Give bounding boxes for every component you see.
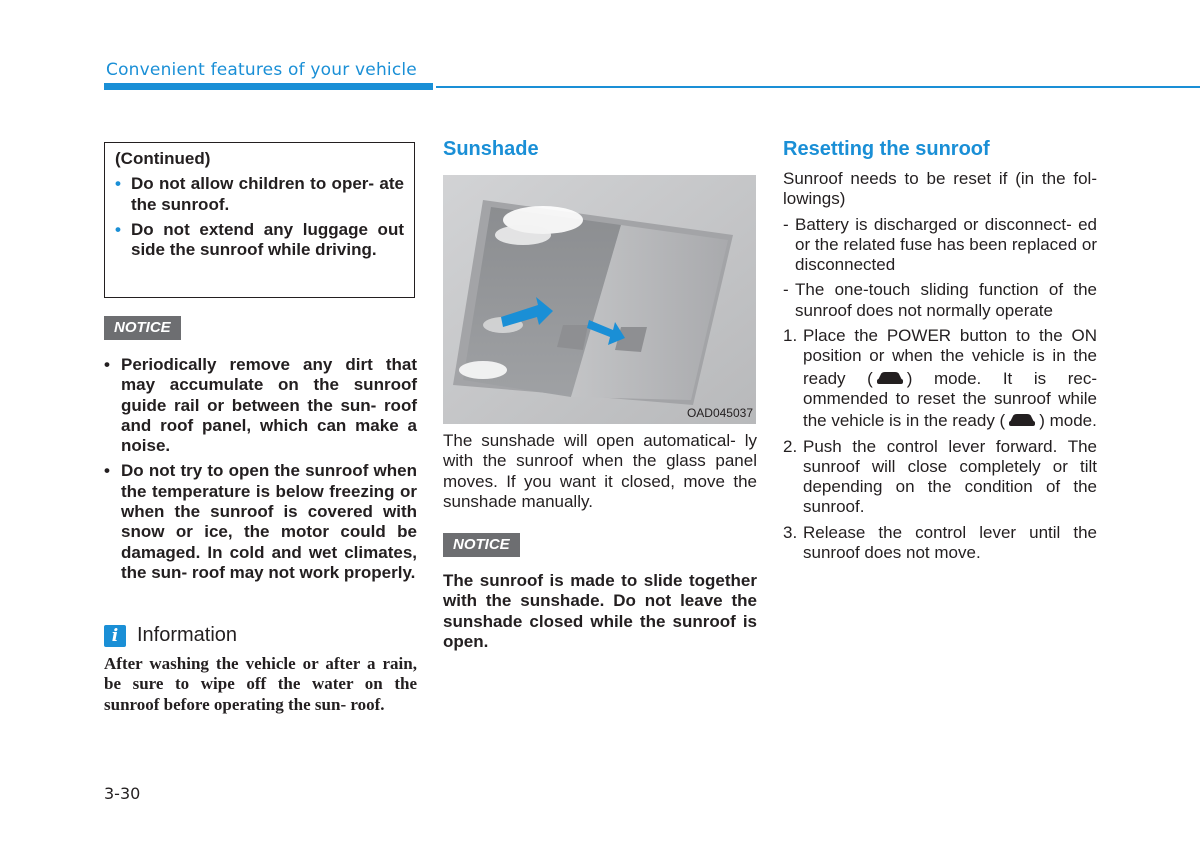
step-item bbox=[783, 437, 1097, 518]
header-rule-thick bbox=[104, 83, 433, 90]
condition-item bbox=[783, 280, 1097, 321]
figure-code: OAD045037 bbox=[686, 406, 753, 420]
sunshade-heading: Sunshade bbox=[443, 138, 539, 160]
continued-warning-box bbox=[104, 142, 415, 298]
notice-bullet-text: Periodically remove any dirt that may accumulate on the sunroof guide rail or between the sun- roof and roof panel, which can make a noise. bbox=[121, 355, 417, 456]
resetting-heading: Resetting the sunroof bbox=[783, 138, 990, 160]
bullet-dot-icon: • bbox=[115, 174, 121, 194]
notice-badge: NOTICE bbox=[443, 533, 520, 557]
resetting-intro: Sunroof needs to be reset if (in the fol- lowings) bbox=[783, 169, 1097, 209]
information-section bbox=[104, 624, 417, 715]
information-title: Information bbox=[137, 624, 238, 646]
condition-text: The one-touch sliding function of the sunroof does not normally operate bbox=[795, 280, 1097, 320]
step-item bbox=[783, 326, 1097, 431]
car-ready-icon bbox=[1005, 409, 1039, 429]
sunshade-body-block bbox=[443, 431, 757, 652]
sunroof-photo bbox=[443, 175, 756, 424]
continued-bullet-text: Do not allow children to oper- ate the sunroof. bbox=[131, 174, 404, 214]
bullet-dot-icon: • bbox=[115, 219, 121, 239]
step-text-part: ) mode. It is rec- ommended to reset the sunroof while the vehicle is in the ready ( bbox=[803, 368, 1097, 431]
information-text: After washing the vehicle or after a rain, be sure to wipe off the water on the sunroof before operating the sun- roof. bbox=[104, 654, 417, 714]
notice-bullet bbox=[104, 355, 417, 456]
information-icon: i bbox=[104, 625, 126, 647]
dash-mark: - bbox=[783, 280, 789, 300]
step-text: Push the control lever forward. The sunroof will close completely or tilt depending on the condition of the sunroof. bbox=[803, 436, 1097, 517]
step-text: Release the control lever until the sunroof does not move. bbox=[803, 522, 1097, 563]
left-notice-section bbox=[104, 316, 417, 583]
step-number: 2. bbox=[783, 436, 798, 456]
continued-bullet bbox=[115, 220, 404, 261]
continued-bullet-text: Do not extend any luggage out side the sunroof while driving. bbox=[131, 219, 404, 260]
header-rule-thin bbox=[436, 86, 1200, 88]
notice-badge: NOTICE bbox=[104, 316, 181, 340]
car-ready-icon bbox=[873, 367, 907, 387]
sunshade-body-text: The sunshade will open automatical- ly with the sunroof when the glass panel moves. If you want it closed, move the sunshade manually. bbox=[443, 431, 757, 511]
sunshade-heading-block bbox=[443, 138, 757, 161]
step-number: 1. bbox=[783, 326, 798, 346]
running-header: Convenient features of your vehicle bbox=[106, 60, 417, 80]
middle-notice-text: The sunroof is made to slide together with the sunshade. Do not leave the sunshade closed while the sunroof is open. bbox=[443, 571, 757, 652]
page-number: 3-30 bbox=[104, 784, 141, 803]
dash-mark: - bbox=[783, 214, 789, 234]
condition-text: Battery is discharged or disconnect- ed or the related fuse has been replaced or disconnected bbox=[795, 214, 1097, 275]
resetting-section bbox=[783, 138, 1097, 563]
middle-notice-section bbox=[443, 533, 757, 652]
bullet-dot-icon: • bbox=[104, 461, 110, 481]
step-number: 3. bbox=[783, 522, 798, 542]
information-heading bbox=[104, 624, 417, 647]
step-text-part: Place the POWER button to the ON position or when the vehicle is in the ready ( bbox=[803, 326, 1097, 388]
notice-bullet-text: Do not try to open the sunroof when the temperature is below freezing or when the sunroof is covered with snow or ice, the motor could be damaged. In cold and wet climates, the sun- roof may not work properly. bbox=[121, 461, 417, 582]
step-text-part: ) mode. bbox=[1039, 411, 1097, 431]
condition-item bbox=[783, 215, 1097, 276]
continued-bullet bbox=[115, 174, 404, 215]
bullet-dot-icon: • bbox=[104, 355, 110, 374]
sunroof-illustration bbox=[443, 175, 756, 424]
step-item bbox=[783, 523, 1097, 564]
continued-label: (Continued) bbox=[115, 149, 211, 168]
notice-bullet bbox=[104, 461, 417, 583]
